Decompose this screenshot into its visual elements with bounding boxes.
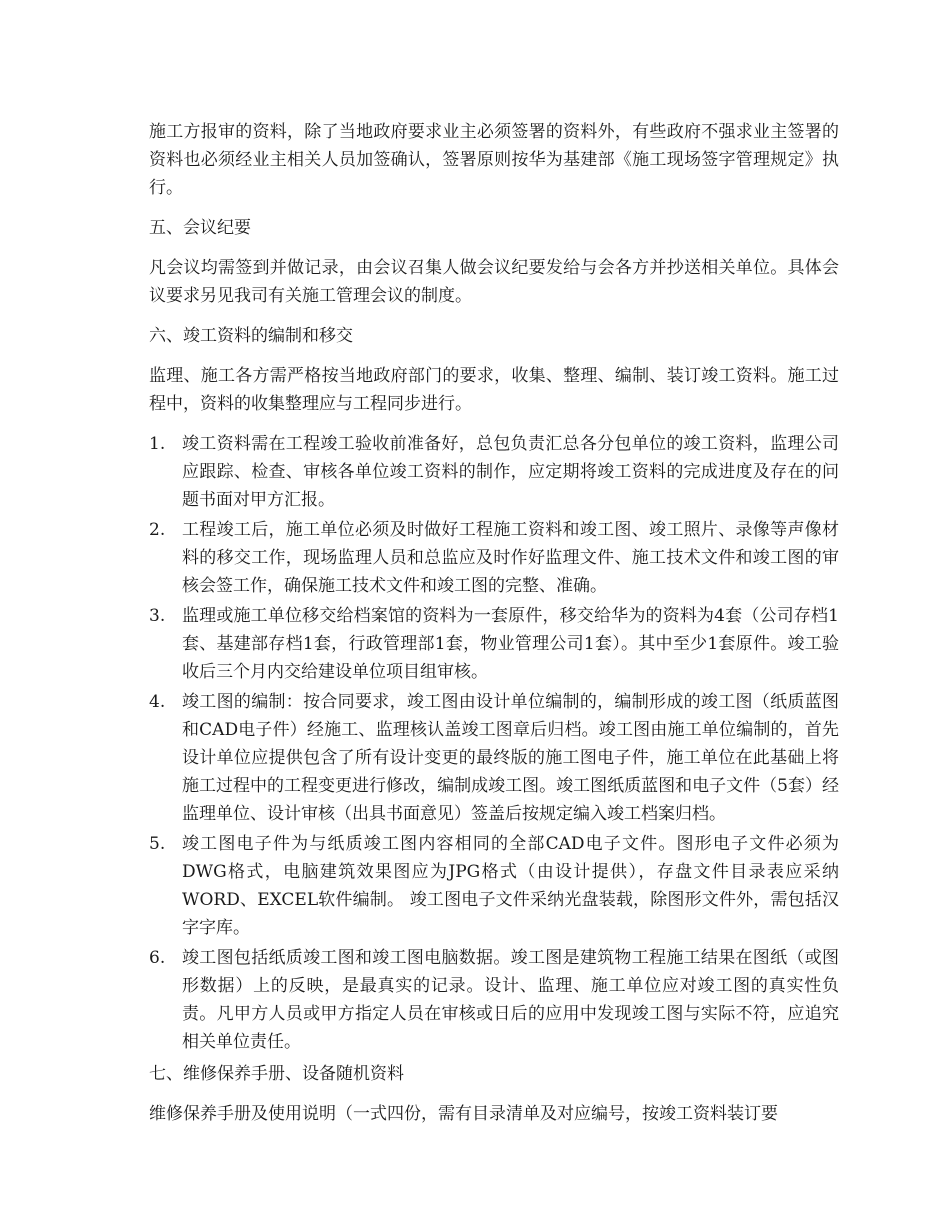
list-item-text: 竣工图包括纸质竣工图和竣工图电脑数据。竣工图是建筑物工程施工结果在图纸（或图形数据）上的反映，是最真实的记录。设计、监理、施工单位应对竣工图的真实性负责。凡甲方人员或甲方指定人员在审核或日后的应用中发现竣工图与实际不符，应追究相关单位责任。 xyxy=(182,948,839,1052)
list-item-text: 竣工资料需在工程竣工验收前准备好，总包负责汇总各分包单位的竣工资料，监理公司应跟踪、检查、审核各单位竣工资料的制作，应定期将竣工资料的完成进度及存在的问题书面对甲方汇报。 xyxy=(182,434,839,510)
list-item-text: 工程竣工后，施工单位必须及时做好工程施工资料和竣工图、竣工照片、录像等声像材料的移交工作，现场监理人员和总监应及时作好监理文件、施工技术文件和竣工图的审核会签工作，确保施工技术文件和竣工图的完整、准确。 xyxy=(182,520,839,596)
section-5-paragraph: 凡会议均需签到并做记录，由会议召集人做会议纪要发给与会各方并抄送相关单位。具体会议要求另见我司有关施工管理会议的制度。 xyxy=(149,258,839,306)
list-item xyxy=(149,830,839,942)
list-item-number: 6. xyxy=(149,948,166,968)
list-item-number: 1. xyxy=(149,434,166,454)
document-page xyxy=(149,118,839,1140)
list-item-number: 3. xyxy=(149,606,166,626)
section-7-heading: 七、维修保养手册、设备随机资料 xyxy=(149,1064,404,1084)
list-item-text: 竣工图的编制：按合同要求，竣工图由设计单位编制的，编制形成的竣工图（纸质蓝图和CAD电子件）经施工、监理核认盖竣工图章后归档。竣工图由施工单位编制的，首先设计单位应提供包含了所有设计变更的最终版的施工图电子件，施工单位在此基础上将施工过程中的工程变更进行修改，编制成竣工图。竣工图纸质蓝图和电子文件（5套）经监理单位、设计审核（出具书面意见）签盖后按规定编入竣工档案归档。 xyxy=(182,692,839,824)
list-item-text: 竣工图电子件为与纸质竣工图内容相同的全部CAD电子文件。图形电子文件必须为DWG格式，电脑建筑效果图应为JPG格式（由设计提供），存盘文件目录表应采纳WORD、EXCEL软件编制。 竣工图电子文件采纳光盘装载，除图形文件外，需包括汉字字库。 xyxy=(182,834,839,938)
list-item-number: 5. xyxy=(149,834,166,854)
section-6-heading: 六、竣工资料的编制和移交 xyxy=(149,326,353,346)
intro-paragraph: 施工方报审的资料，除了当地政府要求业主必须签署的资料外，有些政府不强求业主签署的资料也必须经业主相关人员加签确认，签署原则按华为基建部《施工现场签字管理规定》执行。 xyxy=(149,122,839,198)
list-item xyxy=(149,688,839,828)
list-item-number: 2. xyxy=(149,520,166,540)
list-item xyxy=(149,944,839,1056)
list-item xyxy=(149,516,839,600)
list-item-text: 监理或施工单位移交给档案馆的资料为一套原件，移交给华为的资料为4套（公司存档1套、基建部存档1套，行政管理部1套，物业管理公司1套）。其中至少1套原件。竣工验收后三个月内交给建设单位项目组审核。 xyxy=(182,606,839,682)
section-6-paragraph: 监理、施工各方需严格按当地政府部门的要求，收集、整理、编制、装订竣工资料。施工过程中，资料的收集整理应与工程同步进行。 xyxy=(149,366,839,414)
list-item xyxy=(149,430,839,514)
completion-docs-list xyxy=(149,430,839,1056)
list-item xyxy=(149,602,839,686)
section-7-paragraph: 维修保养手册及使用说明（一式四份，需有目录清单及对应编号，按竣工资料装订要 xyxy=(149,1104,778,1124)
section-5-heading: 五、会议纪要 xyxy=(149,218,251,238)
list-item-number: 4. xyxy=(149,692,166,712)
